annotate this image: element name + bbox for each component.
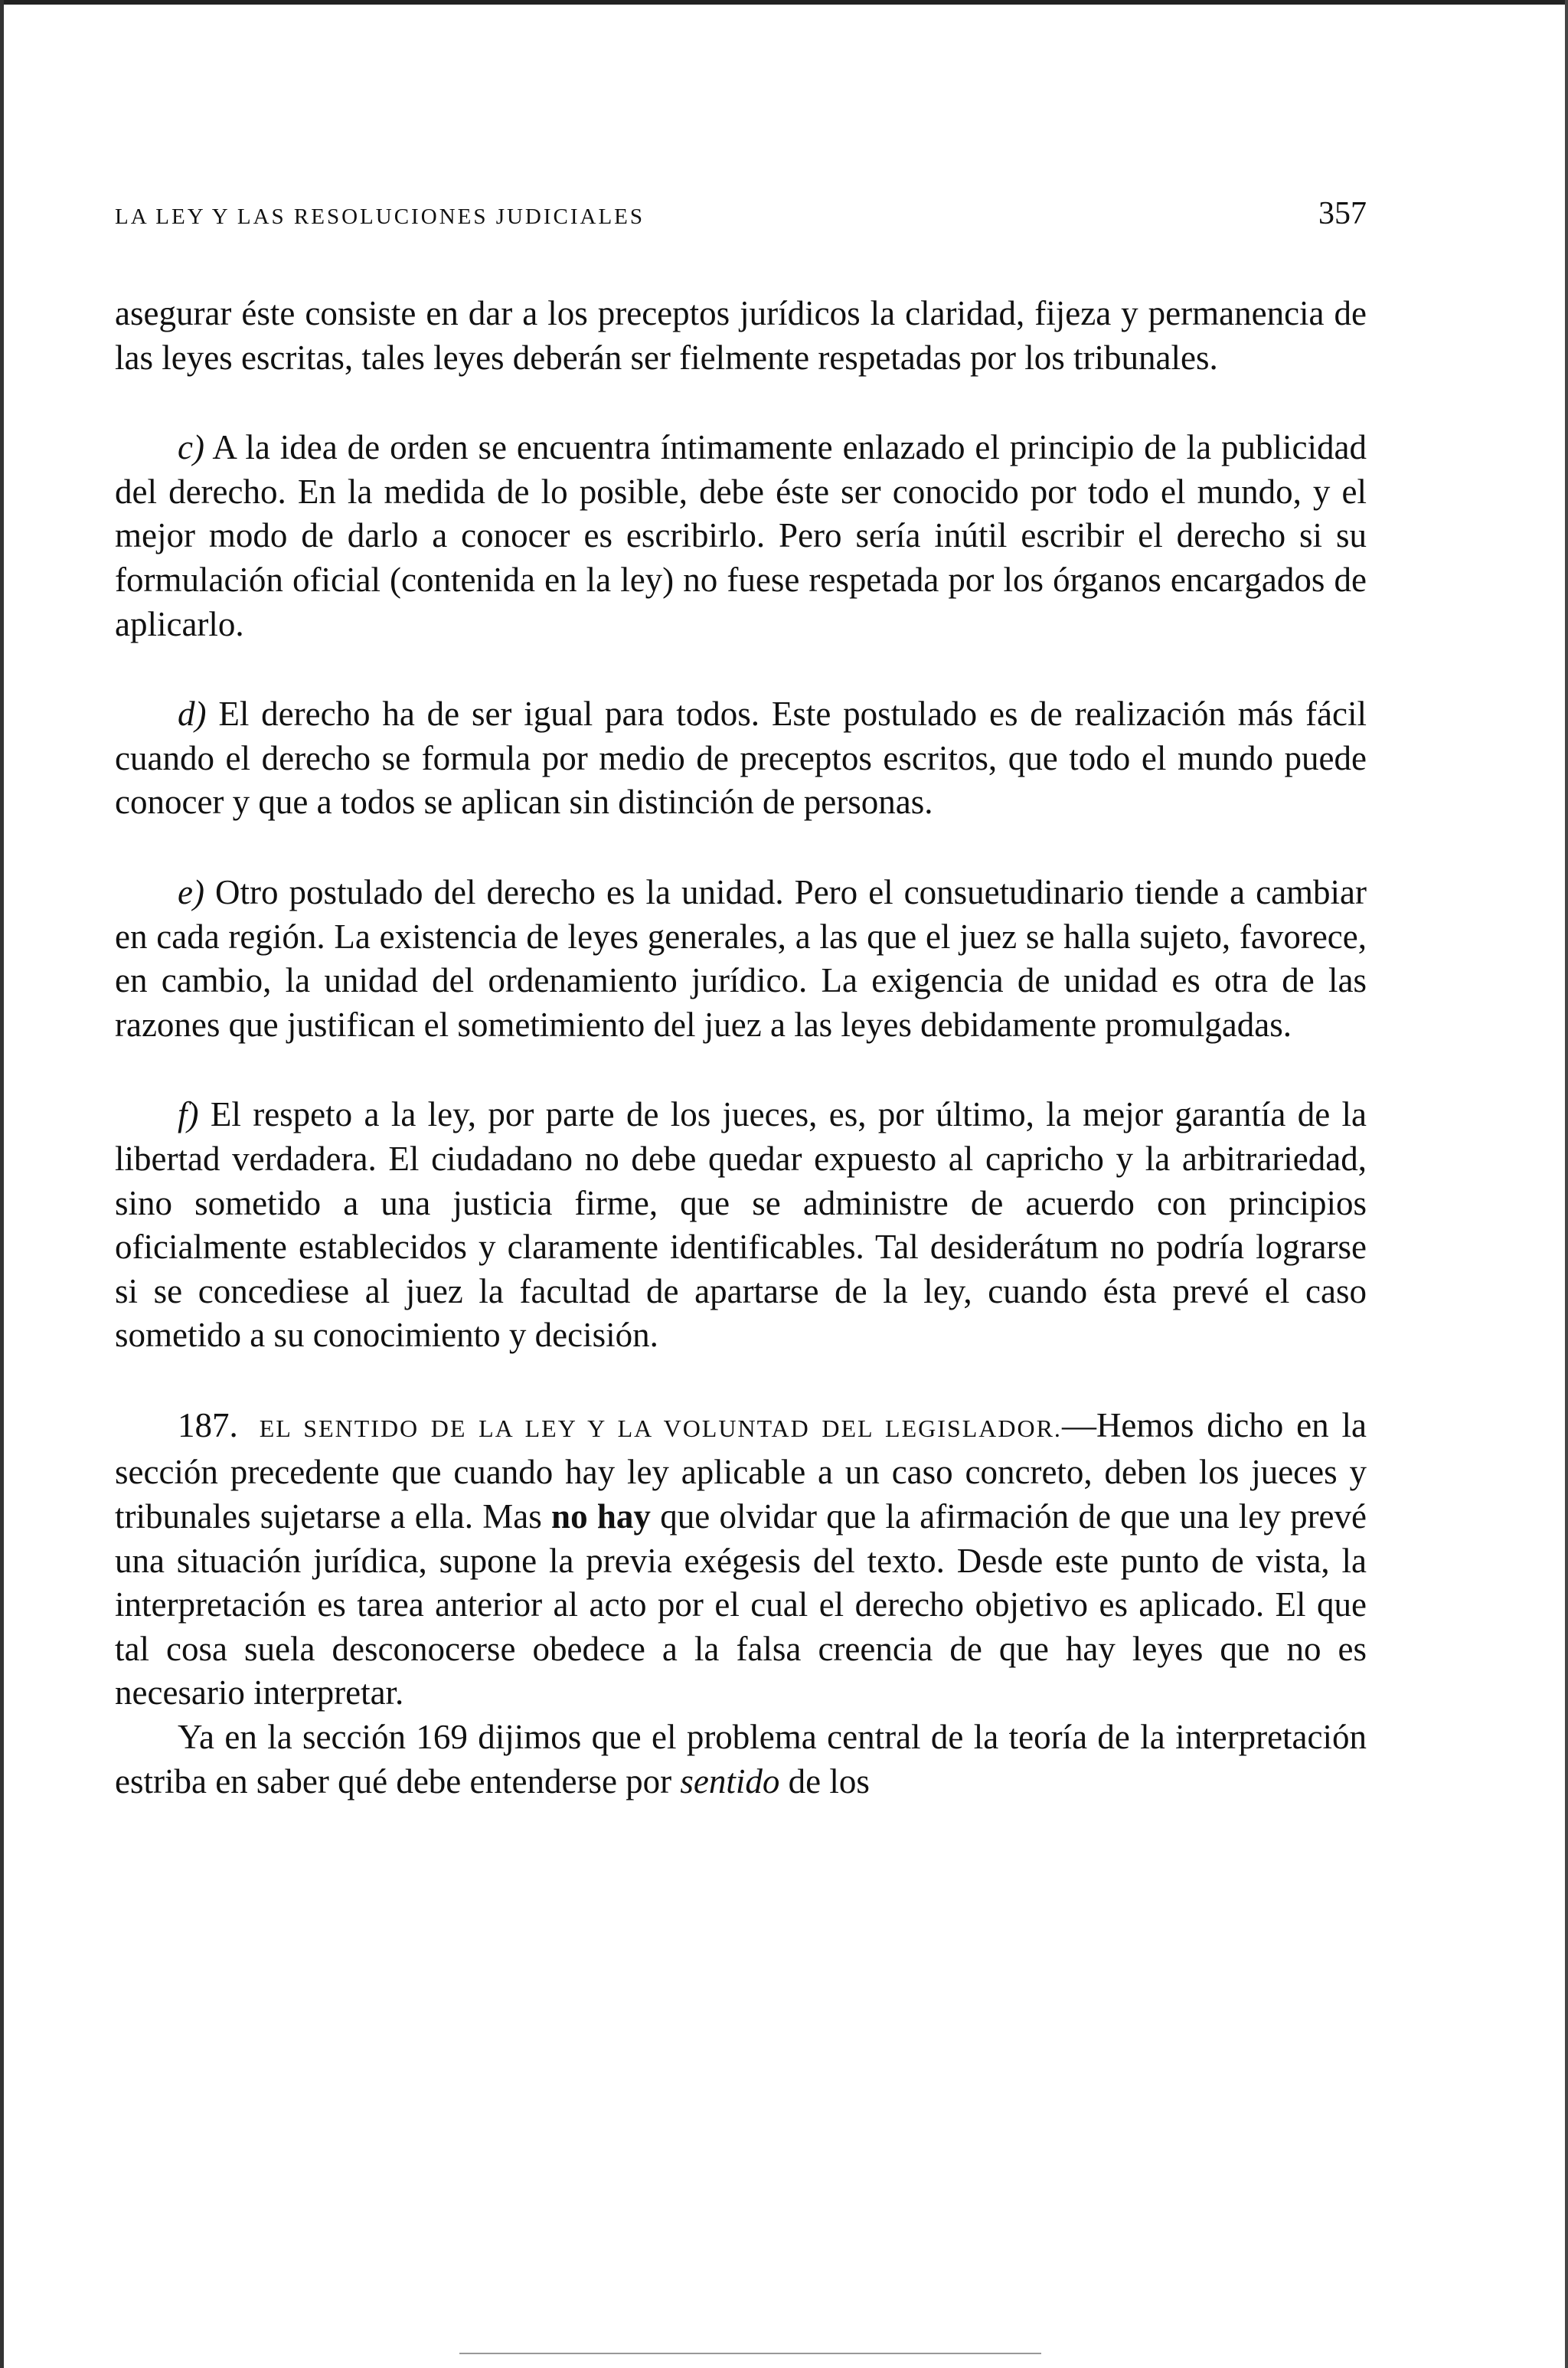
section-text: —Hemos dicho en la sección precedente que cuando hay ley aplicable a un caso concreto, deben los jueces y tribunales sujetarse a ella. Mas xyxy=(115,1405,1367,1536)
section-number: 187. xyxy=(178,1405,238,1444)
paragraph-text: A la idea de orden se encuentra íntimamente enlazado el principio de la publicidad del derecho. En la medida de lo posible, debe éste ser conocido por todo el mundo, y el mejor modo de darlo a conocer es escribirlo. Pero sería inútil escribir el derecho si su formulación oficial (contenida en la ley) no fuese respetada por los órganos encargados de aplicarlo. xyxy=(115,428,1367,643)
paragraph-c xyxy=(115,426,1367,646)
item-marker-e: e) xyxy=(178,872,204,911)
italic-word: sentido xyxy=(680,1761,780,1801)
section-title: EL SENTIDO DE LA LEY Y LA VOLUNTAD DEL LEGISLADOR. xyxy=(259,1414,1062,1442)
section-text-bold: no hay xyxy=(551,1497,651,1536)
paragraph-continuation xyxy=(115,292,1367,380)
paragraph-text: Ya en la sección 169 dijimos que el problema central de la teoría de la interpretación estriba en saber qué debe entenderse por xyxy=(115,1718,1367,1801)
item-marker-f: f) xyxy=(178,1095,199,1134)
item-marker-c: c) xyxy=(178,428,204,467)
book-page xyxy=(115,195,1367,1804)
running-head xyxy=(115,195,1367,241)
paragraph-d xyxy=(115,692,1367,825)
paragraph-text: El respeto a la ley, por parte de los jueces, es, por último, la mejor garantía de la libertad verdadera. El ciudadano no debe quedar expuesto al capricho y la arbitrariedad, sino sometido a una justicia firme, que se administre de acuerdo con principios oficialmente establecidos y claramente identificables. Tal desiderátum no podría lograrse si se concediese al juez la facultad de apartarse de la ley, cuando ésta prevé el caso sometido a su conocimiento y decisión. xyxy=(115,1095,1367,1355)
paragraph-text: asegurar éste consiste en dar a los preceptos jurídicos la claridad, fijeza y permanencia de las leyes escritas, tales leyes deberán ser fielmente respetadas por los tribunales. xyxy=(115,294,1367,377)
scan-edge-left xyxy=(0,0,4,2368)
scan-edge-right xyxy=(1565,0,1568,2368)
scan-edge-top xyxy=(0,0,1568,5)
paragraph-text: Otro postulado del derecho es la unidad. Pero el consuetudinario tiende a cambiar en cada región. La existencia de leyes generales, a las que el juez se halla sujeto, favorece, en cambio, la unidad del ordenamiento jurídico. La exigencia de unidad es otra de las razones que justifican el sometimiento del juez a las leyes debidamente promulgadas. xyxy=(115,872,1367,1044)
section-text-cont: que olvidar que la afirmación de que una ley prevé una situación jurídica, supone la previa exégesis del texto. Desde este punto de vista, la interpretación es tarea anterior al acto por el cual el derecho objetivo es aplicado. El que tal cosa suela desconocerse obedece a la falsa creencia de que hay leyes que no es necesario interpretar. xyxy=(115,1497,1367,1712)
running-title: LA LEY Y LAS RESOLUCIONES JUDICIALES xyxy=(115,204,645,229)
item-marker-d: d) xyxy=(178,695,207,734)
section-187 xyxy=(115,1404,1367,1715)
paragraph-e xyxy=(115,871,1367,1047)
body-text xyxy=(115,292,1367,1804)
paragraph-text: El derecho ha de ser igual para todos. Este postulado es de realización más fácil cuando el derecho se formula por medio de preceptos escritos, que todo el mundo puede conocer y que a todos se aplican sin distinción de personas. xyxy=(115,695,1367,822)
page-number: 357 xyxy=(1318,196,1367,231)
paragraph-f xyxy=(115,1093,1367,1358)
scan-edge-bottom xyxy=(459,2353,1041,2354)
paragraph-text-end: de los xyxy=(779,1761,870,1801)
paragraph-final xyxy=(115,1715,1367,1804)
